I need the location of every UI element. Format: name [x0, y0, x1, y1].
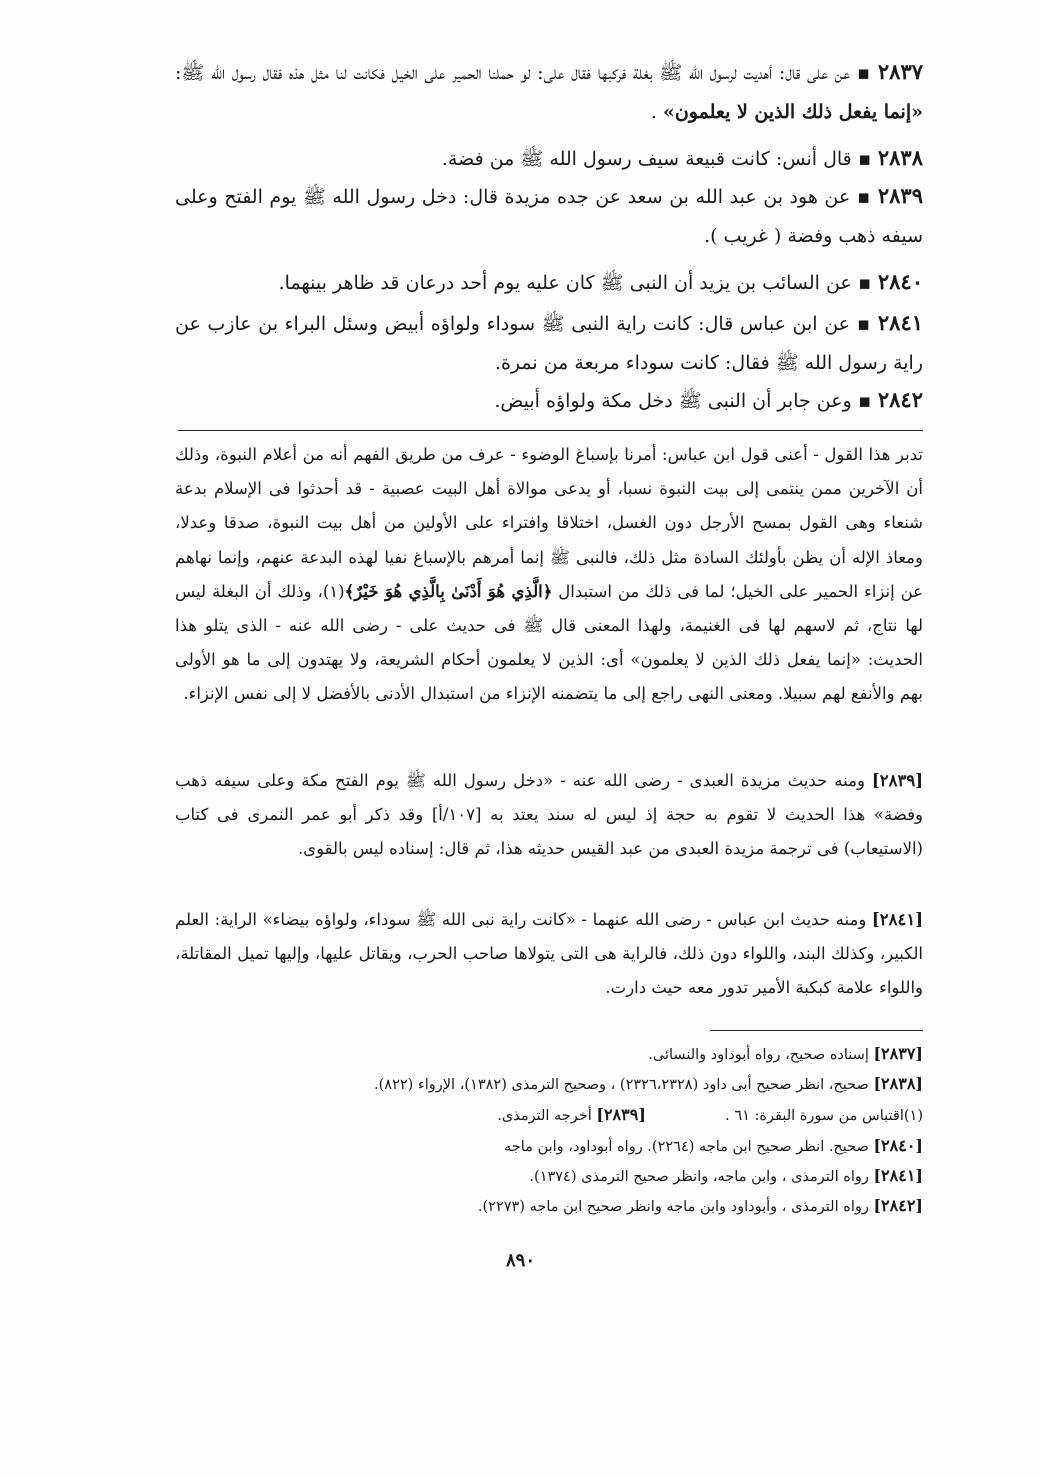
- footnote-text: (١)اقتباس من سورة البقرة: ٦١ .: [725, 1108, 923, 1124]
- bullet: ▪: [851, 272, 878, 294]
- footnote-divider: [710, 1030, 923, 1031]
- hadith-2841: [175, 303, 923, 383]
- footnote-number: [٢٨٣٨]: [873, 1074, 923, 1093]
- hadith-quote: «إنما يفعل ذلك الذين لا يعلمون»: [662, 101, 923, 123]
- hadith-2840: [175, 262, 923, 303]
- footnote-number: [٢٨٤٢]: [873, 1196, 923, 1215]
- footnote-text: صحيح. انظر صحيح ابن ماجه (٢٢٦٤). رواه أبوداود، وابن ماجه: [504, 1139, 874, 1155]
- hadith-number: ٢٨٣٨: [877, 145, 923, 170]
- hadith-ref-number: [٢٨٣٩]: [871, 771, 923, 790]
- bullet: ▪: [851, 148, 878, 170]
- hadith-text: عن السائب بن يزيد أن النبى ﷺ كان عليه يوم أحد درعان قد ظاهر بينهما.: [278, 272, 852, 294]
- footnote-number: [٢٨٣٩]: [596, 1105, 646, 1124]
- hadith-2839: [175, 176, 923, 256]
- hadith-number: ٢٨٤٠: [877, 269, 923, 294]
- footnote-text: رواه الترمذى ، وابن ماجه، وانظر صحيح الترمذى (١٣٧٤).: [529, 1169, 874, 1185]
- bullet: ▪: [851, 390, 878, 412]
- commentary-text: ومنه حديث مزيدة العبدى - رضى الله عنه - «دخل رسول الله ﷺ يوم الفتح مكة وعلى سيفه ذهب وفضة» هذا الحديث لا تقوم به حجة إذ ليس له سند يعتد به [١٠٧/أ] وقد ذكر أبو عمر النمرى فى كتاب (الاستيعاب) فى ترجمة مزيدة العبدى من عبد القيس حديثه هذا، ثم قال: إسناده ليس بالقوى.: [175, 771, 923, 859]
- footnote-2841: [260, 1163, 923, 1190]
- page-number: ٨٩٠: [505, 1250, 535, 1271]
- footnote-text: رواه الترمذى ، وأبوداود وابن ماجه وانظر صحيح ابن ماجه (٢٢٧٣).: [477, 1199, 874, 1215]
- bullet: ▪: [850, 186, 878, 208]
- hadith-2837: [175, 52, 923, 132]
- hadith-number: ٢٨٣٩: [877, 183, 923, 208]
- section-divider: [178, 430, 923, 431]
- hadith-text: عن ابن عباس قال: كانت راية النبى ﷺ سوداء ولواؤه أبيض وسئل البراء بن عازب عن راية رسول الله ﷺ فقال: كانت سوداء مربعة من نمرة.: [175, 313, 923, 374]
- quran-verse: ﴿الَّذِي هُوَ أَدْنَىٰ بِالَّذِي هُوَ خَيْرٌ﴾: [344, 581, 553, 601]
- footnote-2842: [260, 1193, 923, 1220]
- footnote-text: أخرجه الترمذى.: [497, 1108, 597, 1124]
- footnote-number: [٢٨٣٧]: [873, 1044, 923, 1063]
- hadith-number: ٢٨٣٧: [877, 59, 924, 84]
- footnote-2840: [260, 1133, 923, 1160]
- footnote-text: صحيح، انظر صحيح أبى داود (٢٣٢٦،٢٣٢٨) ، وصحيح الترمذى (١٣٨٢)، الإرواء (٨٢٢).: [374, 1077, 874, 1093]
- bullet: ▪: [850, 62, 878, 84]
- bullet: ▪: [850, 313, 878, 335]
- commentary-text: ومنه حديث ابن عباس - رضى الله عنهما - «كانت راية نبى الله ﷺ سوداء، ولواؤه بيضاء» الراية: العلم الكبير، وكذلك البند، واللواء دون ذلك، فالراية هى التى يتولاها صاحب الحرب، ويقاتل عليها، وإليها تميل المقاتلة، واللواء علامة كبكبة الأمير تدور معه حيث دارت.: [175, 910, 923, 998]
- footnote-text: إسناده صحيح، رواه أبوداود والنسائى.: [648, 1047, 874, 1063]
- footnote-2838: [175, 1071, 923, 1098]
- hadith-text: عن على قال: أهديت لرسول الله ﷺ بغلة فركبها فقال على: لو حملنا الحمير على الخيل فكانت لنا مثل هذه فقال رسول الله ﷺ:: [175, 62, 851, 84]
- footnote-number: [٢٨٤١]: [873, 1166, 923, 1185]
- footnote-2837: [260, 1041, 923, 1068]
- hadith-2838: [175, 138, 923, 179]
- hadith-number: ٢٨٤١: [877, 310, 924, 335]
- footnote-quote-source: [260, 1102, 923, 1129]
- commentary-text: ، وذلك أن البغلة ليس لها نتاج، ثم لاسهم لها فى الغنيمة، ولهذا المعنى قال ﷺ فى حديث على - رضى الله عنه - الذى يتلو هذا الحديث: «إنما يفعل ذلك الذين لا يعلمون» أى: الذين لا يعلمون أحكام الشريعة، ولا يهتدون إلى ما هو الأولى بهم والأنفع لهم سبيلا. ومعنى النهى راجع إلى ما يتضمنه الإنزاء من استبدال الأدنى بالأفضل لا إلى نفس الإنزاء.: [175, 581, 923, 704]
- hadith-number: ٢٨٤٢: [877, 387, 923, 412]
- footnote-ref: (١): [322, 581, 345, 601]
- hadith-tail: .: [650, 101, 663, 123]
- commentary-paragraph-3: [175, 903, 923, 1006]
- commentary-paragraph-2: [175, 764, 923, 867]
- footnote-number: [٢٨٤٠]: [873, 1136, 923, 1155]
- hadith-text: وعن جابر أن النبى ﷺ دخل مكة ولواؤه أبيض.: [494, 390, 852, 412]
- hadith-text: قال أنس: كانت قبيعة سيف رسول الله ﷺ من فضة.: [441, 148, 852, 170]
- commentary-text: تدبر هذا القول - أعنى قول ابن عباس: أمرنا بإسباغ الوضوء - عرف من طريق الفهم أنه من أعلام النبوة، وذلك أن الآخرين ممن ينتمى إلى بيت النبوة نسبا، أو يدعى موالاة أهل البيت عصبية - قد أحدثوا فى الإسلام بدعة شنعاء وهى القول بمسح الأرجل دون الغسل، اختلاقا وافتراء على الأولين من أهل بيت النبوة، صدقا وعدلا، ومعاذ الإله أن يظن بأولئك السادة مثل ذلك، فالنبى ﷺ إنما أمرهم بالإسباغ نفيا لهذه البدعة عنهم، وإنما نهاهم عن إنزاء الحمير على الخيل؛ لما فى ذلك من استبدال: [175, 445, 923, 601]
- hadith-ref-number: [٢٨٤١]: [871, 910, 923, 929]
- hadith-text: عن هود بن عبد الله بن سعد عن جده مزيدة قال: دخل رسول الله ﷺ يوم الفتح وعلى سيفه ذهب وفضة ( غريب ).: [175, 186, 923, 247]
- commentary-paragraph-1: [175, 438, 923, 712]
- hadith-2842: [175, 380, 923, 421]
